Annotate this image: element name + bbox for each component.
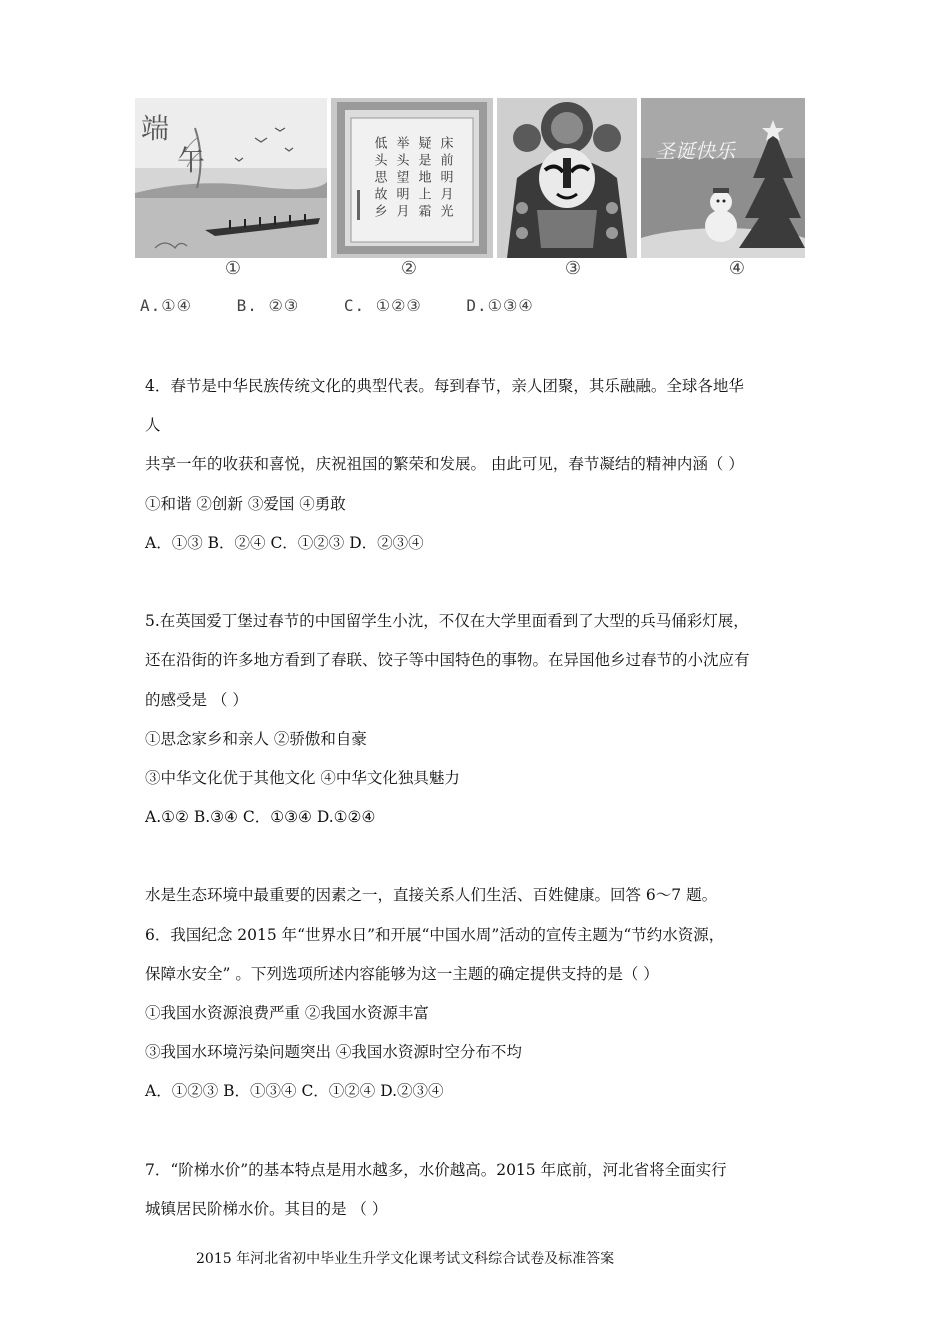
q6-stem-line-2: 保障水安全” 。下列选项所述内容能够为这一主题的确定提供支持的是（ ）: [145, 965, 659, 983]
q5-items-2: ③中华文化优于其他文化 ④中华文化独具魅力: [145, 769, 460, 787]
poem-column-1: 床前明月光: [437, 136, 453, 221]
page-footer: 2015 年河北省初中毕业生升学文化课考试文科综合试卷及标准答案: [196, 1251, 615, 1267]
option-a: A.①④: [140, 296, 192, 315]
q6-items-2: ③我国水环境污染问题突出 ④我国水资源时空分布不均: [145, 1043, 522, 1061]
q7-stem-line-1: 7．“阶梯水价”的基本特点是用水越多，水价越高。2015 年底前，河北省将全面实行: [145, 1161, 727, 1179]
q5-items-1: ①思念家乡和亲人 ②骄傲和自豪: [145, 730, 367, 748]
opera-mask-picture: [497, 98, 637, 258]
q5-stem-line-1: 5.在英国爱丁堡过春节的中国留学生小沈，不仅在大学里面看到了大型的兵马俑彩灯展，: [145, 612, 749, 630]
option-b: B. ②③: [236, 296, 300, 315]
duanwu-char-2: 午: [177, 144, 206, 177]
q5-options: A.①② B.③④ C．①③④ D.①②④: [145, 808, 376, 826]
picture-label-2: ②: [400, 258, 418, 279]
q4-stem-line-2: 人: [145, 416, 161, 434]
dragon-boat-picture: [135, 98, 327, 258]
poem-scroll-picture: [331, 98, 493, 258]
q6-stem-line-1: 6．我国纪念 2015 年“世界水日”和开展“中国水周”活动的宣传主题为“节约水资源，: [145, 926, 725, 944]
picture-label-3: ③: [564, 258, 582, 279]
poem-column-2: 疑是地上霜: [415, 136, 431, 221]
picture-label-4: ④: [728, 258, 746, 279]
picture-question-options: [140, 296, 568, 315]
poem-column-3: 举头望明月: [393, 136, 409, 221]
q7-stem-line-2: 城镇居民阶梯水价。其目的是 （ ）: [145, 1200, 388, 1218]
christmas-greeting: 圣诞快乐: [655, 139, 735, 163]
picture-strip: [135, 98, 805, 258]
option-c: C. ①②③: [343, 296, 422, 315]
option-d: D.①③④: [466, 296, 534, 315]
q4-options: A．①③ B．②④ C．①②③ D．②③④: [145, 534, 424, 552]
duanwu-char-1: 端: [141, 112, 170, 145]
q6-items-1: ①我国水资源浪费严重 ②我国水资源丰富: [145, 1004, 429, 1022]
q5-stem-line-2: 还在沿街的许多地方看到了春联、饺子等中国特色的事物。在异国他乡过春节的小沈应有: [145, 651, 750, 669]
q5-stem-line-3: 的感受是 （ ）: [145, 691, 248, 709]
christmas-picture: [641, 98, 805, 258]
q6-7-intro: 水是生态环境中最重要的因素之一，直接关系人们生活、百姓健康。回答 6～7 题。: [145, 886, 718, 904]
q4-stem-line-3: 共享一年的收获和喜悦，庆祝祖国的繁荣和发展。 由此可见，春节凝结的精神内涵（ ）: [145, 455, 744, 473]
q4-stem-line-1: 4．春节是中华民族传统文化的典型代表。每到春节，亲人团聚，其乐融融。全球各地华: [145, 377, 744, 395]
q6-options: A．①②③ B．①③④ C．①②④ D.②③④: [145, 1082, 444, 1100]
q4-items: ①和谐 ②创新 ③爱国 ④勇敢: [145, 495, 346, 513]
picture-label-1: ①: [224, 258, 242, 279]
poem-column-4: 低头思故乡: [371, 136, 387, 221]
